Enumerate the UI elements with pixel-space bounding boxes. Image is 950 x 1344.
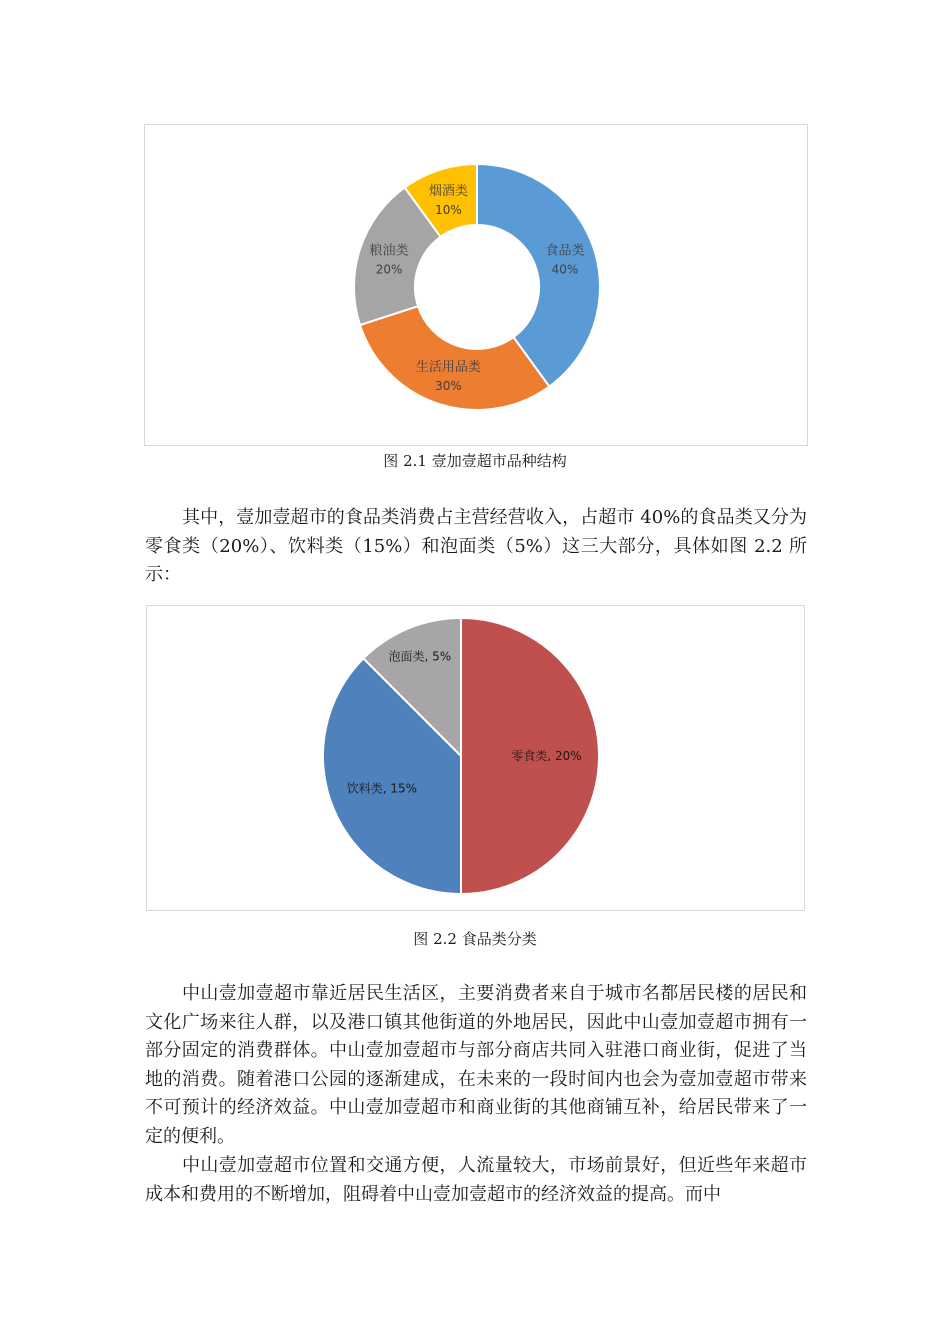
donut-value-label-3: 10% — [435, 203, 462, 218]
donut-value-label-0: 40% — [551, 262, 579, 277]
paragraph-1: 其中，壹加壹超市的食品类消费占主营经营收入，占超市 40%的食品类又分为零食类（20%）、饮料类（15%）和泡面类（5%）这三大部分，具体如图 2.2 所示： — [145, 507, 807, 585]
donut-value-label-1: 30% — [435, 378, 462, 393]
figure-caption-2: 图 2.2 食品类分类 — [413, 930, 537, 948]
paragraph-2: 中山壹加壹超市靠近居民生活区，主要消费者来自于城市名都居民楼的居民和文化广场来往人群，以及港口镇其他街道的外地居民，因此中山壹加壹超市拥有一部分固定的消费群体。中山壹加壹超市与部分商店共同入驻港口商业街，促进了当地的消费。随着港口公园的逐渐建成，在未来的一段时间内也会为壹加壹超市带来不可预计的经济效益。中山壹加壹超市和商业街的其他商铺互补，给居民带来了一定的便利。 — [145, 983, 807, 1147]
pie-chart — [147, 606, 804, 910]
donut-category-label-1: 生活用品类 — [415, 359, 481, 375]
donut-chart — [145, 125, 807, 445]
figure-caption-1: 图 2.1 壹加壹超市品种结构 — [383, 452, 567, 470]
donut-category-label-0: 食品类 — [545, 243, 585, 259]
chart-variety-structure — [144, 124, 808, 446]
paragraph-3: 中山壹加壹超市位置和交通方便，人流量较大，市场前景好，但近些年来超市成本和费用的不断增加，阻碍着中山壹加壹超市的经济效益的提高。而中 — [145, 1155, 807, 1205]
donut-category-label-3: 烟酒类 — [428, 184, 468, 200]
donut-category-label-2: 粮油类 — [369, 243, 409, 259]
pie-data-label-2: 泡面类, 5% — [388, 649, 452, 664]
donut-slice-1 — [360, 306, 549, 410]
pie-data-label-1: 饮料类, 15% — [346, 781, 418, 796]
donut-value-label-2: 20% — [375, 262, 403, 277]
pie-data-label-0: 零食类, 20% — [511, 749, 582, 763]
chart-food-categories — [146, 605, 805, 911]
